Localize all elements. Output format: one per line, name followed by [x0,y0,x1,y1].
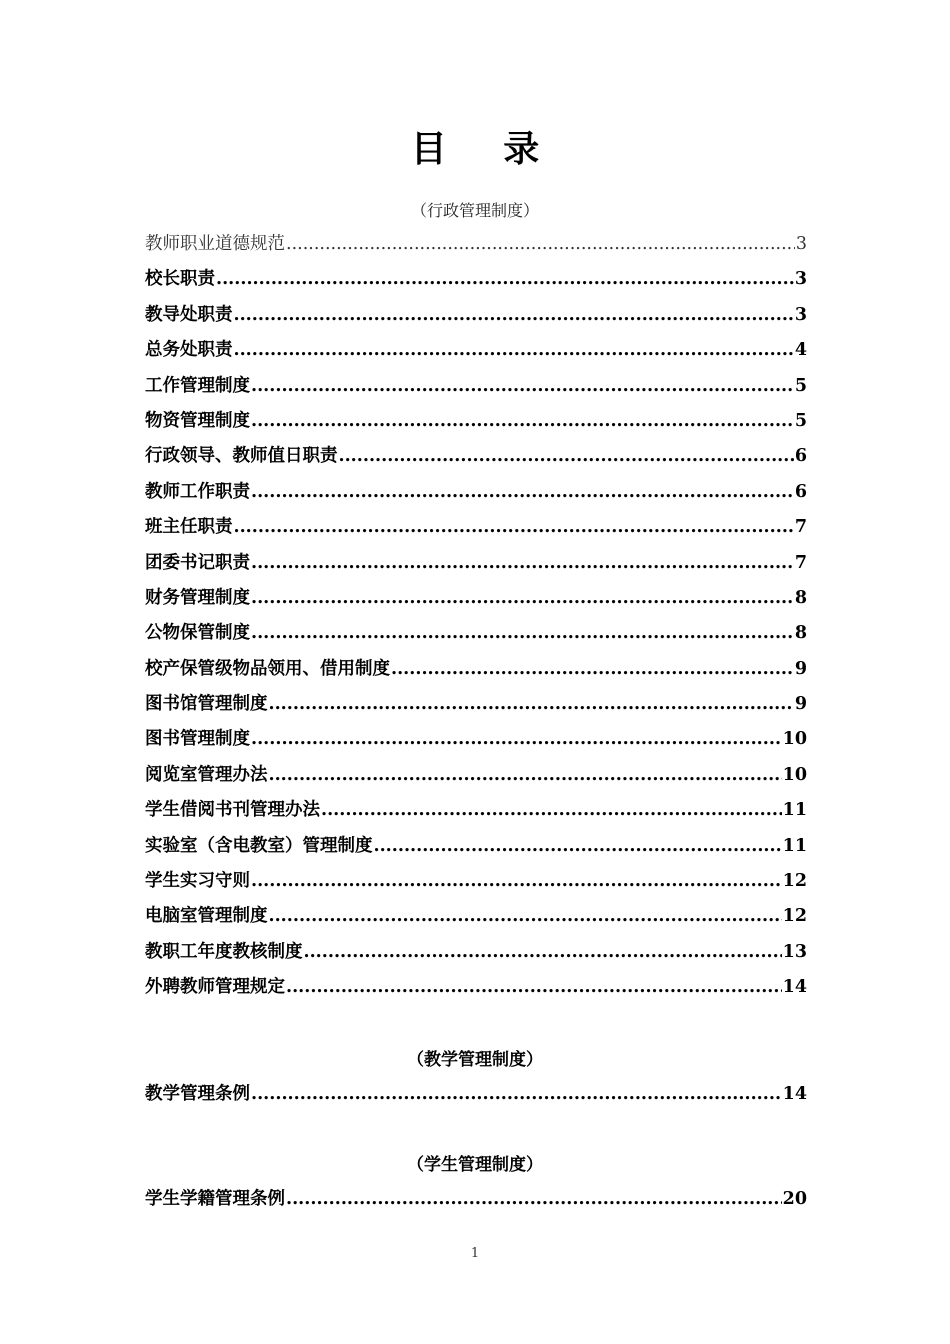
toc-entry-label: 教职工年度教核制度 [145,941,303,962]
toc-entry-label: 学生学籍管理条例 [145,1189,285,1209]
toc-entry-label: 教导处职责 [145,304,233,325]
toc-leader-dots [374,834,782,858]
toc-entry-page: 10 [782,729,807,750]
toc-entry-label: 财务管理制度 [145,587,250,608]
toc-leader-dots [304,940,782,964]
toc-entry[interactable] [145,338,807,373]
toc-entry[interactable] [145,586,807,621]
toc-entry-page: 13 [782,941,807,962]
section-heading-teaching: （教学管理制度） [407,1050,543,1070]
toc-entry-label: 实验室（含电教室）管理制度 [145,835,373,856]
toc-entry[interactable] [145,480,807,515]
toc-leader-dots [321,798,782,822]
page-number: 1 [470,1246,480,1261]
toc-entry-label: 阅览室管理办法 [145,764,268,785]
toc-entry-page: 7 [794,517,807,538]
toc-entry[interactable] [145,303,807,338]
toc-leader-dots [251,551,794,575]
toc-entry[interactable] [145,1082,807,1117]
toc-entry-label: 图书馆管理制度 [145,694,268,715]
toc-entry-page: 8 [794,587,807,608]
toc-entry-page: 7 [794,552,807,573]
toc-entry-label: 总务处职责 [145,340,233,361]
toc-entry[interactable] [145,515,807,550]
toc-leader-dots [251,586,794,610]
toc-entry[interactable] [145,869,807,904]
toc-leader-dots [234,338,794,362]
section-heading-administration: （行政管理制度） [410,201,539,220]
toc-entry[interactable] [145,940,807,975]
toc-leader-dots [286,975,782,999]
toc-entry-page: 20 [782,1189,807,1209]
toc-entry[interactable] [145,763,807,798]
toc-leader-dots [251,480,794,504]
toc-leader-dots [251,621,794,645]
toc-entry-page: 3 [794,269,807,290]
toc-list-teaching [145,1082,807,1117]
toc-leader-dots [216,267,794,291]
toc-leader-dots [251,409,794,433]
toc-entry-label: 图书管理制度 [145,729,250,750]
toc-entry[interactable] [145,798,807,833]
toc-leader-dots [251,374,794,398]
toc-entry[interactable] [145,975,807,1010]
toc-entry-label: 校产保管级物品领用、借用制度 [145,658,390,679]
toc-entry-page: 10 [782,764,807,785]
toc-entry-page: 3 [795,234,807,254]
toc-entry[interactable] [145,727,807,762]
toc-entry[interactable] [145,267,807,302]
toc-entry-page: 3 [794,304,807,325]
toc-leader-dots [234,515,794,539]
toc-entry-label: 工作管理制度 [145,375,250,396]
toc-leader-dots [234,303,794,327]
toc-entry[interactable] [145,834,807,869]
toc-entry-page: 12 [782,906,807,927]
toc-entry-page: 9 [794,694,807,715]
toc-leader-dots [269,692,794,716]
toc-entry-label: 班主任职责 [145,517,233,538]
toc-entry-label: 公物保管制度 [145,623,250,644]
toc-entry[interactable] [145,551,807,586]
toc-entry-label: 物资管理制度 [145,410,250,431]
toc-leader-dots [251,1082,782,1106]
toc-leader-dots [391,657,794,681]
toc-entry-label: 学生实习守则 [145,871,250,892]
toc-entry-label: 教师职业道德规范 [145,234,285,254]
toc-entry-label: 学生借阅书刊管理办法 [145,800,320,821]
toc-entry-label: 教学管理条例 [145,1084,250,1104]
toc-leader-dots [251,727,782,751]
toc-leader-dots [269,763,782,787]
toc-entry-page: 8 [794,623,807,644]
toc-entry-page: 14 [782,1084,807,1104]
toc-entry[interactable] [145,409,807,444]
toc-entry-label: 外聘教师管理规定 [145,977,285,998]
toc-entry-label: 电脑室管理制度 [145,906,268,927]
toc-entry-page: 12 [782,871,807,892]
toc-list-students [145,1187,807,1222]
toc-entry-page: 6 [794,481,807,502]
toc-entry[interactable] [145,232,807,267]
toc-entry-label: 教师工作职责 [145,481,250,502]
toc-leader-dots [286,1187,782,1211]
toc-entry-page: 14 [782,977,807,998]
toc-entry-page: 4 [794,340,807,361]
toc-list-administration [145,232,807,1011]
toc-entry[interactable] [145,692,807,727]
toc-entry-label: 团委书记职责 [145,552,250,573]
toc-entry-page: 9 [794,658,807,679]
toc-entry-page: 5 [794,375,807,396]
toc-entry[interactable] [145,621,807,656]
toc-entry-page: 11 [782,835,807,856]
toc-entry-label: 校长职责 [145,269,215,290]
toc-entry[interactable] [145,1187,807,1222]
toc-entry[interactable] [145,904,807,939]
toc-entry-page: 5 [794,410,807,431]
toc-leader-dots [251,869,782,893]
toc-leader-dots [339,444,794,468]
toc-entry-page: 6 [794,446,807,467]
page-title: 目 录 [410,129,562,170]
toc-entry[interactable] [145,374,807,409]
toc-entry[interactable] [145,657,807,692]
toc-leader-dots [286,232,795,256]
section-heading-students: （学生管理制度） [407,1155,543,1175]
toc-entry[interactable] [145,444,807,479]
toc-entry-page: 11 [782,800,807,821]
toc-leader-dots [269,904,782,928]
toc-entry-label: 行政领导、教师值日职责 [145,446,338,467]
